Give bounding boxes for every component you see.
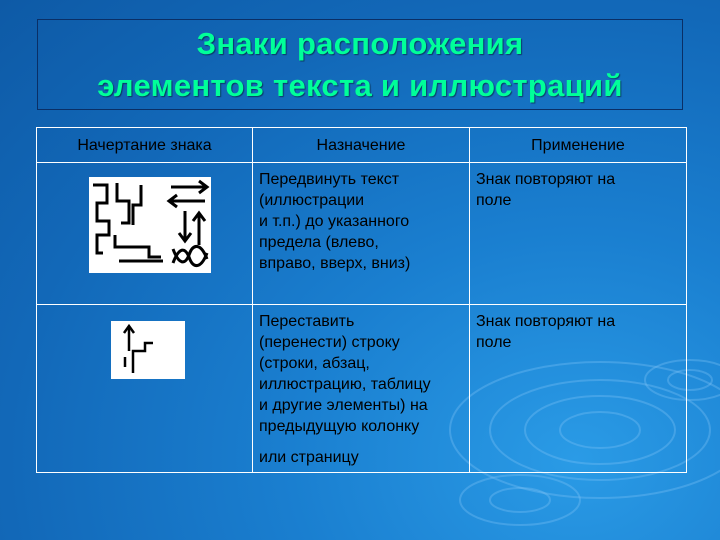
application-line: поле: [476, 334, 512, 351]
purpose-line: иллюстрацию, таблицу: [259, 376, 431, 393]
purpose-cell: [253, 163, 470, 305]
title-line-1: Знаки расположения: [196, 25, 524, 61]
table-header-row: [37, 128, 687, 163]
purpose-line: (строки, абзац,: [259, 355, 370, 372]
purpose-cell: [253, 305, 470, 473]
purpose-line: предела (влево,: [259, 234, 379, 251]
table-row: [37, 305, 687, 473]
application-cell: [470, 305, 687, 473]
purpose-line: и другие элементы) на: [259, 397, 428, 414]
table-row: [37, 163, 687, 305]
header-purpose: Назначение: [253, 128, 470, 163]
purpose-line: или страницу: [259, 449, 359, 466]
application-line: Знак повторяют на: [476, 313, 616, 330]
title-box: [37, 19, 683, 110]
application-line: Знак повторяют на: [476, 171, 616, 188]
title-line-2: элементов текста и иллюстраций: [97, 67, 623, 103]
proof-marks-table: [36, 127, 687, 473]
move-text-marks-icon: [89, 177, 211, 273]
purpose-line: (перенести) строку: [259, 334, 400, 351]
header-application: Применение: [470, 128, 687, 163]
sign-cell: [37, 163, 253, 305]
purpose-line: Передвинуть текст: [259, 171, 400, 188]
purpose-line: Переставить: [259, 313, 355, 330]
header-sign: Начертание знака: [37, 128, 253, 163]
purpose-line: предыдущую колонку: [259, 418, 420, 435]
purpose-line: и т.п.) до указанного: [259, 213, 410, 230]
application-line: поле: [476, 192, 512, 209]
purpose-line: (иллюстрации: [259, 192, 365, 209]
application-cell: [470, 163, 687, 305]
sign-cell: [37, 305, 253, 473]
transfer-to-column-mark-icon: [111, 321, 185, 379]
purpose-line: вправо, вверх, вниз): [259, 255, 411, 272]
